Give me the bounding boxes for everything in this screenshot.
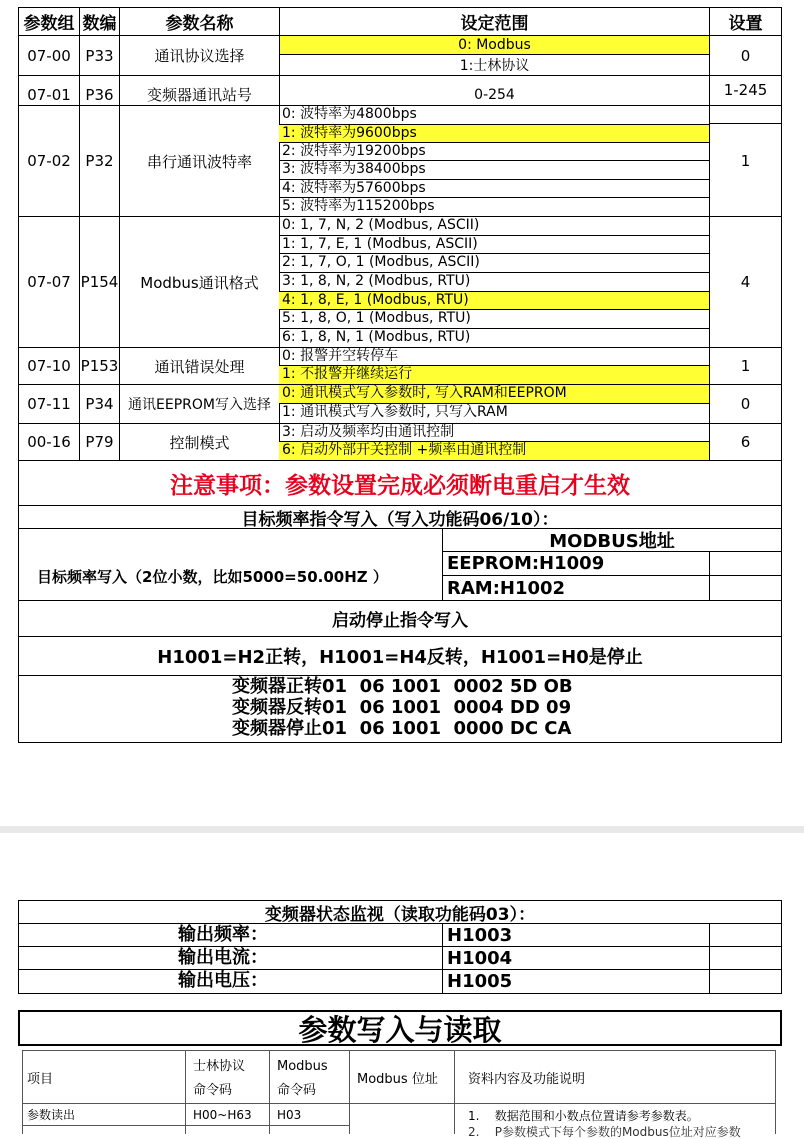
header-name: 参数名称 xyxy=(119,7,280,36)
monitor-address: H1003 xyxy=(442,923,710,947)
row-name: 变频器通讯站号 xyxy=(119,75,280,106)
rw-section-title: 参数写入与读取 xyxy=(18,1010,782,1046)
row-code: P153 xyxy=(79,347,120,385)
monitor-extra-cell xyxy=(709,923,782,947)
modbus-addr-header: MODBUS地址 xyxy=(442,528,782,552)
range-option: 2: 波特率为19200bps xyxy=(279,143,709,161)
header-group: 参数组 xyxy=(18,7,80,36)
range-option: 1: 通讯模式写入参数时, 只写入RAM xyxy=(282,404,508,420)
range-option: 0: 1, 7, N, 2 (Modbus, ASCII) xyxy=(279,217,709,236)
row-group: 00-16 xyxy=(18,423,80,461)
range-option: 5: 1, 8, O, 1 (Modbus, RTU) xyxy=(279,310,709,329)
row-code: P32 xyxy=(79,105,120,217)
range-option-highlighted: 0: 通讯模式写入参数时, 写入RAM和EEPROM xyxy=(279,385,709,404)
row-name: 通讯协议选择 xyxy=(119,35,280,76)
row-name: 控制模式 xyxy=(119,423,280,461)
row-name: 串行通讯波特率 xyxy=(119,105,280,217)
monitor-extra-cell xyxy=(709,969,782,994)
row-value: 1 xyxy=(709,105,782,217)
monitor-label: 输出电压： xyxy=(178,970,268,991)
header-code: 数编 xyxy=(79,7,120,36)
row-value: 6 xyxy=(709,423,782,461)
range-option: 3: 启动及频率均由通讯控制 xyxy=(279,424,709,442)
rw-row-modbus: H03 xyxy=(270,1104,350,1126)
command-forward: 变频器正转01 06 1001 0002 5D OB xyxy=(232,676,573,697)
monitor-extra-cell xyxy=(709,946,782,970)
row-code: P36 xyxy=(79,75,120,106)
page-separator xyxy=(0,826,804,833)
row-group: 07-10 xyxy=(18,347,80,385)
row-code: P34 xyxy=(79,384,120,424)
row-code: P79 xyxy=(79,423,120,461)
rw-header-shilin-line2: 命令码 xyxy=(193,1083,233,1098)
rw-row-address xyxy=(350,1104,455,1134)
range-option: 5: 波特率为115200bps xyxy=(282,198,435,214)
range-option: 3: 波特率为38400bps xyxy=(279,161,709,180)
rw-row-item: 参数读出 xyxy=(23,1104,186,1126)
command-stop: 变频器停止01 06 1001 0000 DC CA xyxy=(232,718,572,739)
monitor-title: 变频器状态监视（读取功能码03）： xyxy=(18,900,782,924)
row-value: 0 xyxy=(709,384,782,424)
header-range: 设定范围 xyxy=(279,7,710,36)
rw-header-modbus-line2: 命令码 xyxy=(277,1083,317,1098)
eeprom-extra-cell xyxy=(709,551,782,576)
row-value: 1 xyxy=(709,347,782,385)
rw-header-shilin xyxy=(186,1051,270,1104)
range-option-highlighted: 0: Modbus xyxy=(280,36,709,55)
notice-banner: 注意事项：参数设置完成必须断电重启才生效 xyxy=(18,460,782,506)
range-option: 0: 波特率为4800bps xyxy=(279,106,709,125)
range-option: 6: 1, 8, N, 1 (Modbus, RTU) xyxy=(282,329,471,345)
rw-row-cells xyxy=(270,1126,350,1134)
range-option: 0-254 xyxy=(279,75,710,106)
rw-row-cells xyxy=(186,1126,270,1134)
rw-row-shilin: H00~H63 xyxy=(186,1104,270,1126)
freq-section-title: 目标频率指令写入（写入功能码06/10）： xyxy=(18,505,782,529)
ram-address: RAM:H1002 xyxy=(442,575,710,601)
row-group: 07-00 xyxy=(18,35,80,76)
row-group: 07-07 xyxy=(18,216,80,348)
range-option: 1:士林协议 xyxy=(459,58,530,74)
freq-label-cell xyxy=(18,528,443,601)
monitor-label: 输出频率： xyxy=(178,924,268,945)
range-option: 0: 报警并空转停车 xyxy=(279,348,709,366)
row-value: 1-245 xyxy=(709,75,782,106)
row-value: 4 xyxy=(709,216,782,348)
rw-row-note: 1. 数据范围和小数点位置请参考参数表。 xyxy=(468,1108,699,1123)
monitor-address: H1004 xyxy=(442,946,710,970)
rw-header-modbus xyxy=(270,1051,350,1104)
freq-label: 目标频率写入（2位小数，比如5000=50.00HZ ） xyxy=(37,568,388,586)
start-stop-desc: H1001=H2正转，H1001=H4反转，H1001=H0是停止 xyxy=(18,636,782,676)
rw-header-modbus-line1: Modbus xyxy=(277,1059,328,1074)
header-setting: 设置 xyxy=(709,7,782,36)
start-stop-title: 启动停止指令写入 xyxy=(18,600,782,637)
range-option-highlighted: 6: 启动外部开关控制 +频率由通讯控制 xyxy=(279,442,709,460)
row-group: 07-11 xyxy=(18,384,80,424)
range-option: 3: 1, 8, N, 2 (Modbus, RTU) xyxy=(279,273,709,292)
monitor-address: H1005 xyxy=(442,969,710,994)
range-option-highlighted: 1: 不报警并继续运行 xyxy=(279,366,709,384)
range-option: 1: 1, 7, E, 1 (Modbus, ASCII) xyxy=(279,236,709,254)
row-name: 通讯错误处理 xyxy=(119,347,280,385)
eeprom-address: EEPROM:H1009 xyxy=(442,551,710,576)
row-group: 07-01 xyxy=(18,75,80,106)
rw-row-cells xyxy=(23,1126,186,1134)
rw-row-note-partial: 2. P参数模式下每个参数的Modbus位址对应参数 xyxy=(468,1125,741,1139)
rw-header-item: 项目 xyxy=(23,1051,186,1104)
command-reverse: 变频器反转01 06 1001 0004 DD 09 xyxy=(232,697,572,718)
range-option: 4: 波特率为57600bps xyxy=(279,180,709,198)
row-value: 0 xyxy=(709,35,782,76)
rw-header-address: Modbus 位址 xyxy=(350,1051,455,1104)
value-divider xyxy=(709,123,782,124)
range-option-highlighted: 4: 1, 8, E, 1 (Modbus, RTU) xyxy=(279,292,709,310)
rw-header-shilin-line1: 士林协议 xyxy=(193,1059,246,1074)
monitor-label: 输出电流： xyxy=(178,947,268,968)
row-code: P33 xyxy=(79,35,120,76)
range-option: 2: 1, 7, O, 1 (Modbus, ASCII) xyxy=(279,254,709,273)
row-name: 通讯EEPROM写入选择 xyxy=(119,384,280,424)
ram-extra-cell xyxy=(709,575,782,601)
row-code: P154 xyxy=(79,216,120,348)
row-name: Modbus通讯格式 xyxy=(119,216,280,348)
row-group: 07-02 xyxy=(18,105,80,217)
range-option-highlighted: 1: 波特率为9600bps xyxy=(279,125,709,143)
rw-header-desc: 资料内容及功能说明 xyxy=(455,1051,775,1104)
